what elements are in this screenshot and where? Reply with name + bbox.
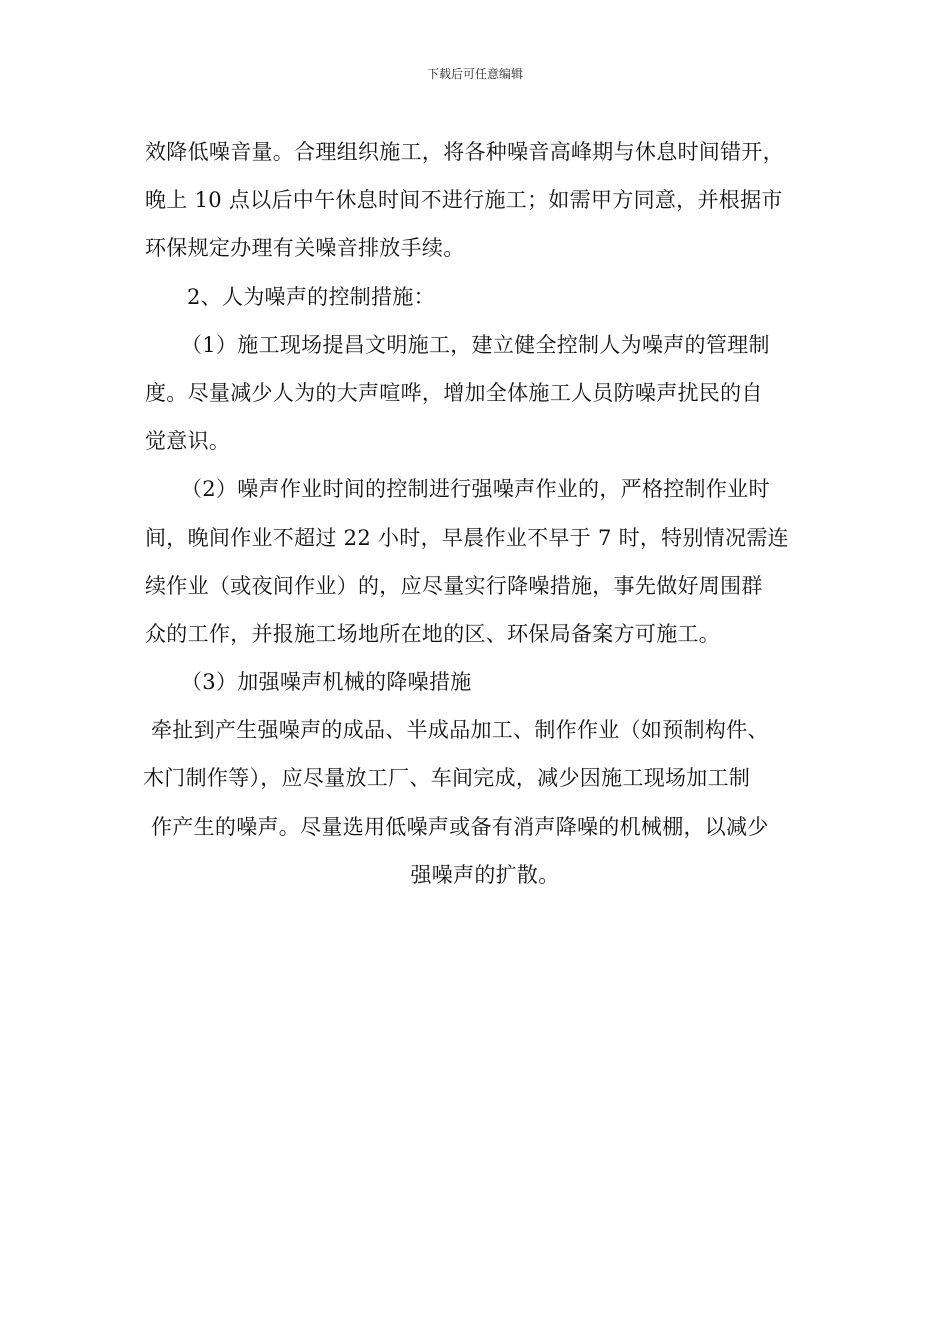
text-line: 晚上 10 点以后中午休息时间不进行施工；如需甲方同意，并根据市 <box>145 188 783 213</box>
text-line: 作产生的噪声。尽量选用低噪声或备有消声降噪的机械棚，以减少 <box>151 814 769 839</box>
document-body <box>145 128 845 899</box>
text-line: 众的工作，并报施工场地所在地的区、环保局备案方可施工。 <box>145 621 721 646</box>
text-line: （2）噪声作业时间的控制进行强噪声作业的，严格控制作业时 <box>181 477 770 502</box>
text-line: 觉意识。 <box>145 429 231 454</box>
text-line: 牵扯到产生强噪声的成品、半成品加工、制作作业（如预制构件、 <box>151 718 769 743</box>
text-line: （1）施工现场提昌文明施工，建立健全控制人为噪声的管理制 <box>181 332 770 357</box>
subsection-heading: （3）加强噪声机械的降噪措施 <box>181 670 472 695</box>
text-line: 效降低噪音量。合理组织施工，将各种噪音高峰期与休息时间错开， <box>145 140 784 164</box>
text-line: 间，晚间作业不超过 22 小时，早晨作业不早于 7 时，特别情况需连 <box>145 525 789 550</box>
page-header: 下载后可任意编辑 <box>426 67 523 81</box>
text-line: 续作业（或夜间作业）的，应尽量实行降噪措施，事先做好周围群 <box>145 573 763 598</box>
text-line: 木门制作等），应尽量放工厂、车间完成，减少因施工现场加工制 <box>143 766 751 791</box>
section-heading: 2、人为噪声的控制措施： <box>187 284 435 309</box>
text-line: 环保规定办理有关噪音排放手续。 <box>145 236 465 261</box>
text-line: 强噪声的扩散。 <box>410 862 560 887</box>
text-line: 度。尽量减少人为的大声喧哗，增加全体施工人员防噪声扰民的自 <box>145 380 763 405</box>
